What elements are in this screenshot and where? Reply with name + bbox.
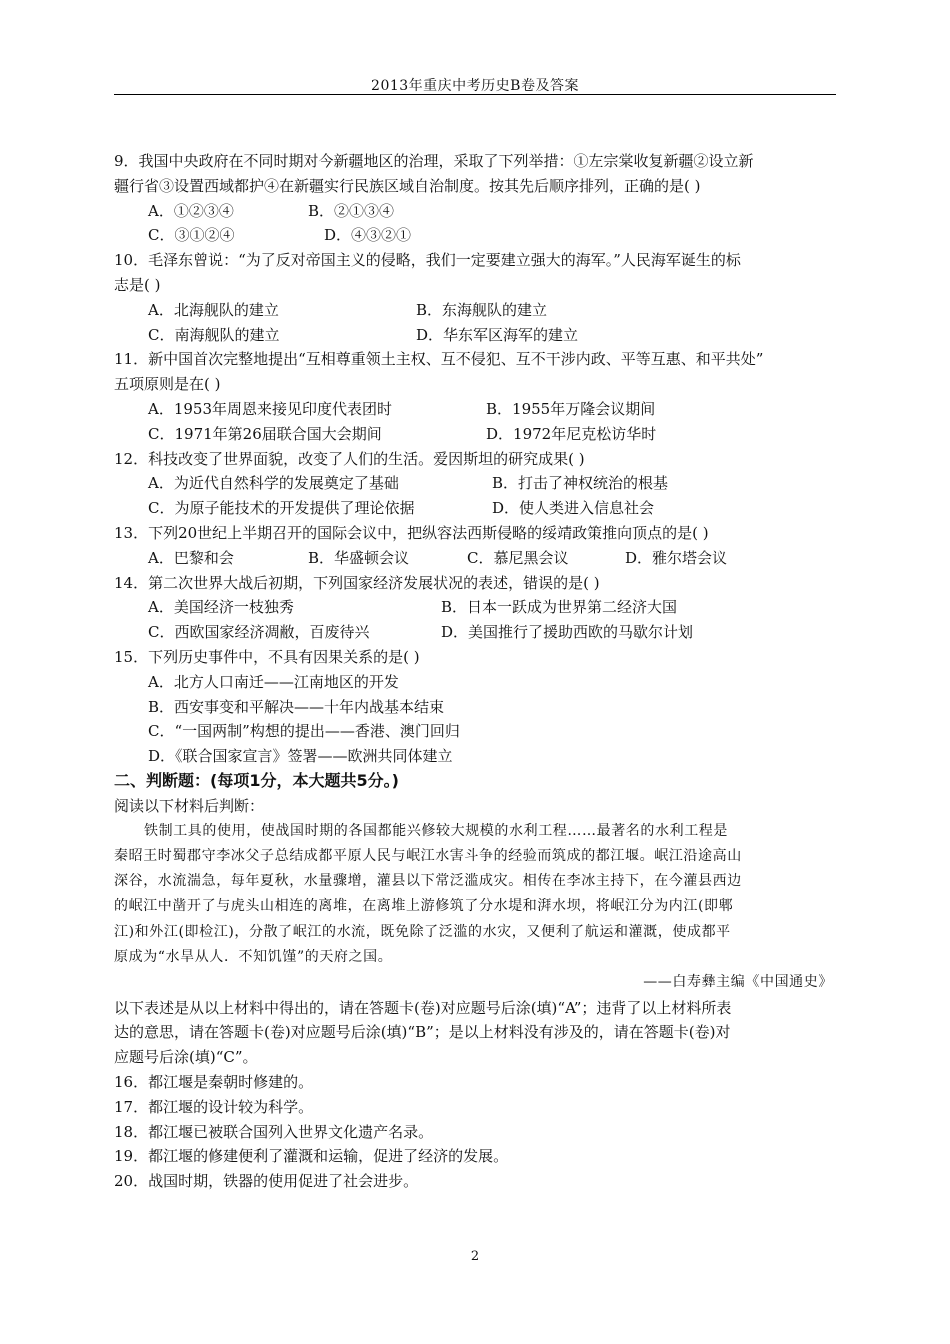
- question-11-stem-line-2: 五项原则是在( ): [114, 375, 221, 394]
- option-c: C．南海舰队的建立: [148, 325, 280, 344]
- question-10: [114, 248, 839, 347]
- passage-line: 原成为“水旱从人．不知饥馑”的天府之国。: [114, 949, 393, 965]
- judgement-item-19: 19．都江堰的修建便利了灌溉和运输，促进了经济的发展。: [114, 1147, 509, 1166]
- question-12-stem: 12．科技改变了世界面貌，改变了人们的生活。爱因斯坦的研究成果( ): [114, 449, 585, 468]
- question-15: [114, 645, 839, 769]
- option-d: D．雅尔塔会议: [625, 548, 728, 567]
- page-header-title: 2013年重庆中考历史B卷及答案: [371, 78, 579, 94]
- judgement-item-17: 17．都江堰的设计较为科学。: [114, 1097, 314, 1116]
- question-10-stem-line-1: 10．毛泽东曾说：“为了反对帝国主义的侵略，我们一定要建立强大的海军。”人民海军诞生的标: [114, 251, 741, 270]
- option-b: B．东海舰队的建立: [416, 300, 548, 319]
- option-a: A．美国经济一枝独秀: [148, 598, 294, 617]
- option-a: A．为近代自然科学的发展奠定了基础: [148, 474, 399, 493]
- judgement-item-20: 20．战国时期，铁器的使用促进了社会进步。: [114, 1172, 419, 1191]
- question-11-options-row-1: [114, 397, 839, 422]
- question-9: [114, 149, 839, 248]
- question-10-stem-line-2: 志是( ): [114, 275, 161, 294]
- reading-passage: [114, 819, 839, 996]
- option-c: C．为原子能技术的开发提供了理论依据: [148, 499, 415, 518]
- option-b: B．打击了神权统治的根基: [492, 474, 669, 493]
- section-intro: 阅读以下材料后判断：: [114, 796, 265, 815]
- section-heading: 二、判断题：(每项1分，本大题共5分。): [114, 770, 399, 790]
- option-a: A．1953年周恩来接见印度代表团时: [148, 399, 393, 418]
- passage-line: 的岷江中凿开了与虎头山相连的离堆，在离堆上游修筑了分水堤和湃水坝，将岷江分为内江(即郫: [114, 898, 734, 915]
- passage-source: ——白寿彝主编《中国通史》: [643, 974, 833, 991]
- option-a: A．北海舰队的建立: [148, 300, 279, 319]
- option-a: A．北方人口南迁——江南地区的开发: [148, 672, 399, 691]
- passage-line: 江)和外江(即检江)，分散了岷江的水流，既免除了泛滥的水灾，又便利了航运和灌溉，使成都平: [114, 923, 731, 940]
- instruction-line: 达的意思，请在答题卡(卷)对应题号后涂(填)“B”；是以上材料没有涉及的，请在答题卡(卷)对: [114, 1023, 731, 1042]
- option-c: C．1971年第26届联合国大会期间: [148, 424, 382, 443]
- option-d: D．《联合国家宣言》签署——欧洲共同体建立: [148, 747, 453, 766]
- option-d: D．美国推行了援助西欧的马歇尔计划: [441, 623, 694, 642]
- option-b: B．②①③④: [308, 201, 395, 220]
- question-9-stem-line-1: 9．我国中央政府在不同时期对今新疆地区的治理，采取了下列举措：①左宗棠收复新疆②设立新: [114, 152, 754, 170]
- option-a: A．①②③④: [148, 201, 234, 220]
- option-c: C．慕尼黑会议: [467, 548, 569, 567]
- option-b: B．日本一跃成为世界第二经济大国: [441, 598, 678, 617]
- option-c: C．③①②④: [148, 226, 235, 245]
- section-judgement: [114, 769, 839, 1194]
- judgement-item-16: 16．都江堰是秦朝时修建的。: [114, 1072, 314, 1091]
- question-9-stem-line-2: 疆行省③设置西域都护④在新疆实行民族区域自治制度。按其先后顺序排列，正确的是( ): [114, 176, 701, 195]
- option-a: A．巴黎和会: [148, 548, 234, 567]
- question-13-stem: 13．下列20世纪上半期召开的国际会议中，把纵容法西斯侵略的绥靖政策推向顶点的是( ): [114, 523, 709, 542]
- question-11-stem-line-1: 11．新中国首次完整地提出“互相尊重领土主权、互不侵犯、互不干涉内政、平等互惠、和平共处”: [114, 350, 764, 369]
- question-12-options-row-1: [114, 471, 839, 496]
- question-14-options-row-1: [114, 595, 839, 620]
- judgement-item-18: 18．都江堰已被联合国列入世界文化遗产名录。: [114, 1122, 434, 1141]
- question-10-options-row-2: [114, 323, 839, 348]
- question-11-options-row-2: [114, 422, 839, 447]
- question-10-options-row-1: [114, 298, 839, 323]
- question-13: [114, 521, 839, 571]
- option-d: D．使人类进入信息社会: [492, 499, 655, 518]
- question-12-options-row-2: [114, 496, 839, 521]
- option-b: B．西安事变和平解决——十年内战基本结束: [148, 697, 445, 716]
- question-9-options-row-1: [114, 199, 839, 224]
- question-14: [114, 571, 839, 645]
- question-15-stem: 15．下列历史事件中，不具有因果关系的是( ): [114, 647, 420, 666]
- question-9-options-row-2: [114, 223, 839, 248]
- option-c: C．西欧国家经济凋敝，百废待兴: [148, 623, 370, 642]
- option-d: D．华东军区海军的建立: [416, 325, 579, 344]
- question-11: [114, 347, 839, 446]
- question-14-stem: 14．第二次世界大战后初期，下列国家经济发展状况的表述，错误的是( ): [114, 573, 600, 592]
- passage-line: 秦昭王时蜀郡守李冰父子总结成都平原人民与岷江水害斗争的经验而筑成的都江堰。岷江沿途高山: [114, 847, 742, 864]
- question-14-options-row-2: [114, 620, 839, 645]
- question-12: [114, 447, 839, 521]
- option-b: B．1955年万隆会议期间: [486, 399, 656, 418]
- option-b: B．华盛顿会议: [308, 548, 410, 567]
- option-d: D．1972年尼克松访华时: [486, 424, 657, 443]
- instruction-line: 以下表述是从以上材料中得出的，请在答题卡(卷)对应题号后涂(填)“A”；违背了以上材料所表: [114, 998, 732, 1017]
- passage-line: 铁制工具的使用，使战国时期的各国都能兴修较大规模的水利工程……最著名的水利工程是: [144, 822, 728, 839]
- passage-line: 深谷，水流湍急，每年夏秋，水量骤增，灌县以下常泛滥成灾。相传在李冰主持下，在今灌县西边: [114, 873, 742, 890]
- option-c: C．“一国两制”构想的提出——香港、澳门回归: [148, 722, 460, 741]
- page-content: [114, 149, 839, 1194]
- option-d: D．④③②①: [324, 226, 412, 245]
- page-number: 2: [470, 1249, 480, 1264]
- header-divider: [114, 94, 836, 95]
- question-13-options-row: [114, 546, 839, 571]
- instruction-line: 应题号后涂(填)“C”。: [114, 1048, 258, 1067]
